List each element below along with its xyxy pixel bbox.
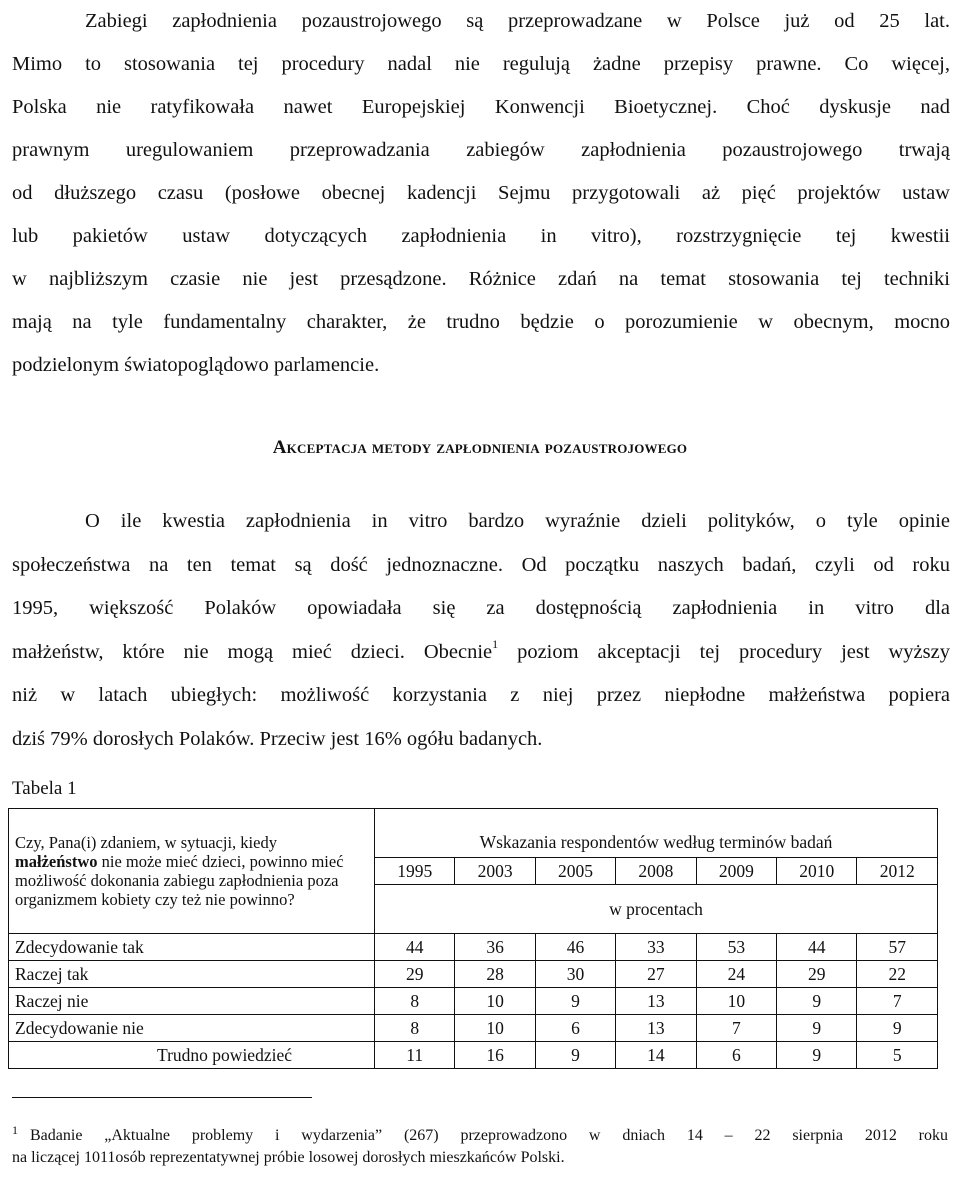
survey-table xyxy=(8,808,938,1069)
footnote-line: Badanie „Aktualne problemy i wydarzenia” (267) przeprowadzono w dniach 14 – 22 sierpnia 2012 roku xyxy=(30,1127,948,1144)
footnote xyxy=(12,1125,948,1169)
table-cell: 8 xyxy=(375,988,455,1015)
footnote-ref: 1 xyxy=(492,636,499,651)
table-body xyxy=(9,934,938,1069)
table-cell: 14 xyxy=(616,1042,696,1069)
table-cell: 24 xyxy=(696,961,776,988)
footnote-divider xyxy=(12,1097,312,1098)
table-row xyxy=(9,988,938,1015)
section-heading: Akceptacja metody zapłodnienia pozaustrojowego xyxy=(272,437,688,458)
text-line: społeczeństwa na ten temat są dość jednoznaczne. Od początku naszych badań, czyli od roku xyxy=(12,553,950,576)
text-line: Polska nie ratyfikowała nawet Europejskiej Konwencji Bioetycznej. Choć dyskusje nad xyxy=(12,96,950,118)
table-cell: 6 xyxy=(696,1042,776,1069)
table-row xyxy=(9,934,938,961)
table-cell: 28 xyxy=(455,961,535,988)
table-cell: 9 xyxy=(777,1015,857,1042)
text-line: Mimo to stosowania tej procedury nadal nie regulują żadne przepisy prawne. Co więcej, xyxy=(12,53,950,75)
text-line: w najbliższym czasie nie jest przesądzone. Różnice zdań na temat stosowania tej techniki xyxy=(12,268,950,290)
table-cell: 22 xyxy=(857,961,938,988)
table-row xyxy=(9,1042,938,1069)
table-cell: 6 xyxy=(535,1015,615,1042)
question-cell: Czy, Pana(i) zdaniem, w sytuacji, kiedy małżeństwo nie może mieć dzieci, powinno mieć możliwość dokonania zabiegu zapłodnienia poza organizmem kobiety czy też nie powinno? xyxy=(9,809,375,934)
text-line: od dłuższego czasu (posłowe obecnej kadencji Sejmu przygotowali aż pięć projektów ustaw xyxy=(12,182,950,204)
table-row xyxy=(9,961,938,988)
year-header: 2010 xyxy=(777,858,857,885)
table-cell: 9 xyxy=(777,988,857,1015)
table-cell: 11 xyxy=(375,1042,455,1069)
row-label: Raczej nie xyxy=(9,988,375,1015)
table-header: Wskazania respondentów według terminów badań xyxy=(375,809,938,858)
table-cell: 36 xyxy=(455,934,535,961)
table-cell: 13 xyxy=(616,1015,696,1042)
text-line: mają na tyle fundamentalny charakter, że trudno będzie o porozumienie w obecnym, mocno xyxy=(12,311,950,333)
table-cell: 7 xyxy=(857,988,938,1015)
table-cell: 9 xyxy=(857,1015,938,1042)
table-cell: 9 xyxy=(535,1042,615,1069)
text-line: prawnym uregulowaniem przeprowadzania zabiegów zapłodnienia pozaustrojowego trwają xyxy=(12,139,950,161)
table-cell: 46 xyxy=(535,934,615,961)
table-cell: 53 xyxy=(696,934,776,961)
table-caption: Tabela 1 xyxy=(12,778,77,799)
table-cell: 57 xyxy=(857,934,938,961)
table-cell: 29 xyxy=(777,961,857,988)
table-cell: 5 xyxy=(857,1042,938,1069)
table-row xyxy=(9,1015,938,1042)
footnote-number: 1 xyxy=(12,1123,18,1137)
text-line: O ile kwestia zapłodnienia in vitro bardzo wyraźnie dzieli polityków, o tyle opinie xyxy=(85,510,950,532)
text-line: niż w latach ubiegłych: możliwość korzystania z niej przez niepłodne małżeństwa popiera xyxy=(12,684,950,706)
table-cell: 9 xyxy=(777,1042,857,1069)
year-header: 1995 xyxy=(375,858,455,885)
table-cell: 29 xyxy=(375,961,455,988)
text-line: lub pakietów ustaw dotyczących zapłodnienia in vitro), rozstrzygnięcie tej kwestii xyxy=(12,225,950,247)
table-cell: 8 xyxy=(375,1015,455,1042)
question-emphasis: małżeństwo xyxy=(15,852,98,871)
text-segment: małżeństw, które nie mogą mieć dzieci. Obecnie xyxy=(12,640,493,663)
year-header: 2012 xyxy=(857,858,938,885)
table-cell: 13 xyxy=(616,988,696,1015)
unit-label: w procentach xyxy=(375,885,938,934)
acceptance-paragraph xyxy=(12,500,950,761)
footnote-line: na liczącej 1011osób reprezentatywnej próbie losowej dorosłych mieszkańców Polski. xyxy=(12,1149,565,1166)
table-cell: 44 xyxy=(375,934,455,961)
text-line xyxy=(12,631,950,675)
intro-paragraph xyxy=(12,0,950,387)
text-line: podzielonym światopoglądowo parlamencie. xyxy=(12,354,380,376)
row-label: Zdecydowanie tak xyxy=(9,934,375,961)
table-cell: 10 xyxy=(455,1015,535,1042)
text-segment: poziom akceptacji tej procedury jest wyższy xyxy=(498,640,950,663)
row-label: Zdecydowanie nie xyxy=(9,1015,375,1042)
row-label: Trudno powiedzieć xyxy=(9,1042,375,1069)
table-cell: 7 xyxy=(696,1015,776,1042)
text-line: dziś 79% dorosłych Polaków. Przeciw jest 16% ogółu badanych. xyxy=(12,727,543,750)
row-label: Raczej tak xyxy=(9,961,375,988)
table-cell: 33 xyxy=(616,934,696,961)
table-cell: 27 xyxy=(616,961,696,988)
table-cell: 10 xyxy=(696,988,776,1015)
table-cell: 16 xyxy=(455,1042,535,1069)
year-header: 2003 xyxy=(455,858,535,885)
year-header: 2005 xyxy=(535,858,615,885)
text-line: Zabiegi zapłodnienia pozaustrojowego są przeprowadzane w Polsce już od 25 lat. xyxy=(85,10,950,32)
year-header: 2008 xyxy=(616,858,696,885)
table-cell: 44 xyxy=(777,934,857,961)
table-cell: 30 xyxy=(535,961,615,988)
table-cell: 9 xyxy=(535,988,615,1015)
table-cell: 10 xyxy=(455,988,535,1015)
text-line: 1995, większość Polaków opowiadała się za dostępnością zapłodnienia in vitro dla xyxy=(12,597,950,619)
year-header: 2009 xyxy=(696,858,776,885)
